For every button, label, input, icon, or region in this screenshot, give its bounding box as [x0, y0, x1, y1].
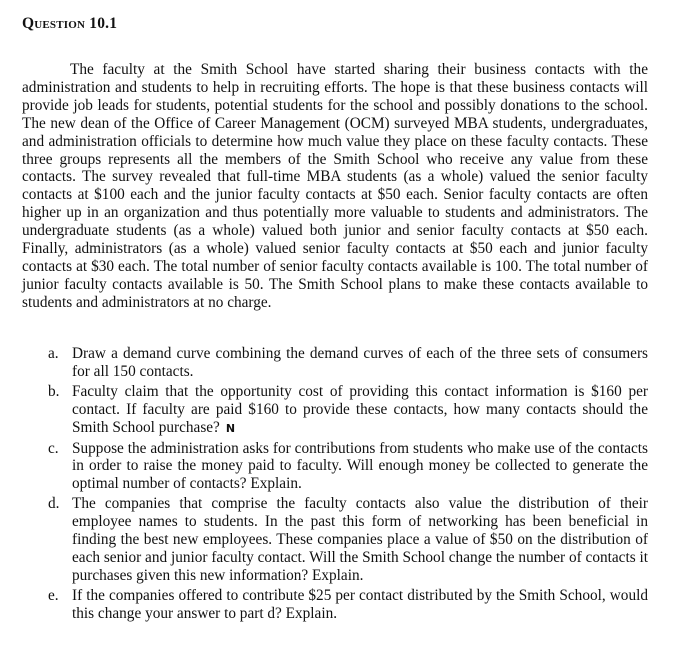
question-part-a — [48, 345, 648, 381]
part-label: a. — [48, 345, 59, 362]
question-part-c — [48, 440, 648, 494]
part-text: Faculty claim that the opportunity cost of providing this contact information is $160 per contact. If faculty are paid $160 to provide these contacts, how many contacts should the Smith School purchase? — [72, 382, 648, 436]
question-part-e — [48, 587, 648, 623]
part-label: d. — [48, 495, 60, 513]
part-label: c. — [48, 439, 59, 457]
question-paragraph: The faculty at the Smith School have started sharing their business contacts with the administration and students to help in recruiting efforts. The hope is that these business contacts will provide job leads for students, potential students for the school and possibly donations to the school. The new dean of the Office of Career Management (OCM) surveyed MBA students, undergraduates, and administration officials to determine how much value they place on these faculty contacts. These three groups represents all the members of the Smith School who receive any value from these contacts. The survey revealed that full-time MBA students (as a whole) valued the senior faculty contacts at $100 each and the junior faculty contacts at $50 each. Senior faculty contacts are often higher up in an organization and thus potentially more valuable to students and administrators. The undergraduate students (as a whole) valued both junior and senior faculty contacts at $50 each. Finally, administrators (as a whole) valued senior faculty contacts at $50 each and junior faculty contacts at $30 each. The total number of senior faculty contacts available is 100. The total number of junior faculty contacts available is 50. The Smith School plans to make these contacts available to students and administrators at no charge. — [22, 61, 648, 311]
question-part-d — [48, 495, 648, 585]
annotation-mark: N — [225, 421, 236, 435]
question-title: Question 10.1 — [22, 15, 118, 32]
part-label: e. — [48, 586, 59, 604]
part-text: Suppose the administration asks for contributions from students who make use of the contacts in order to raise the money paid to faculty. Will enough money be collected to generate the optimal number of contacts? Explain. — [72, 439, 648, 493]
part-label: b. — [48, 382, 60, 400]
part-text: Draw a demand curve combining the demand curves of each of the three sets of consumers for all 150 contacts. — [72, 345, 648, 380]
question-parts — [48, 345, 648, 625]
part-text: If the companies offered to contribute $25 per contact distributed by the Smith School, would this change your answer to part d? Explain. — [72, 586, 648, 622]
part-text: The companies that comprise the faculty contacts also value the distribution of their employee names to students. In the past this form of networking has been beneficial in finding the best new employees. These companies place a value of $50 on the distribution of each senior and junior faculty contact. Will the Smith School change the number of contacts it purchases given this new information? Explain. — [72, 495, 648, 584]
question-part-b — [48, 383, 648, 438]
